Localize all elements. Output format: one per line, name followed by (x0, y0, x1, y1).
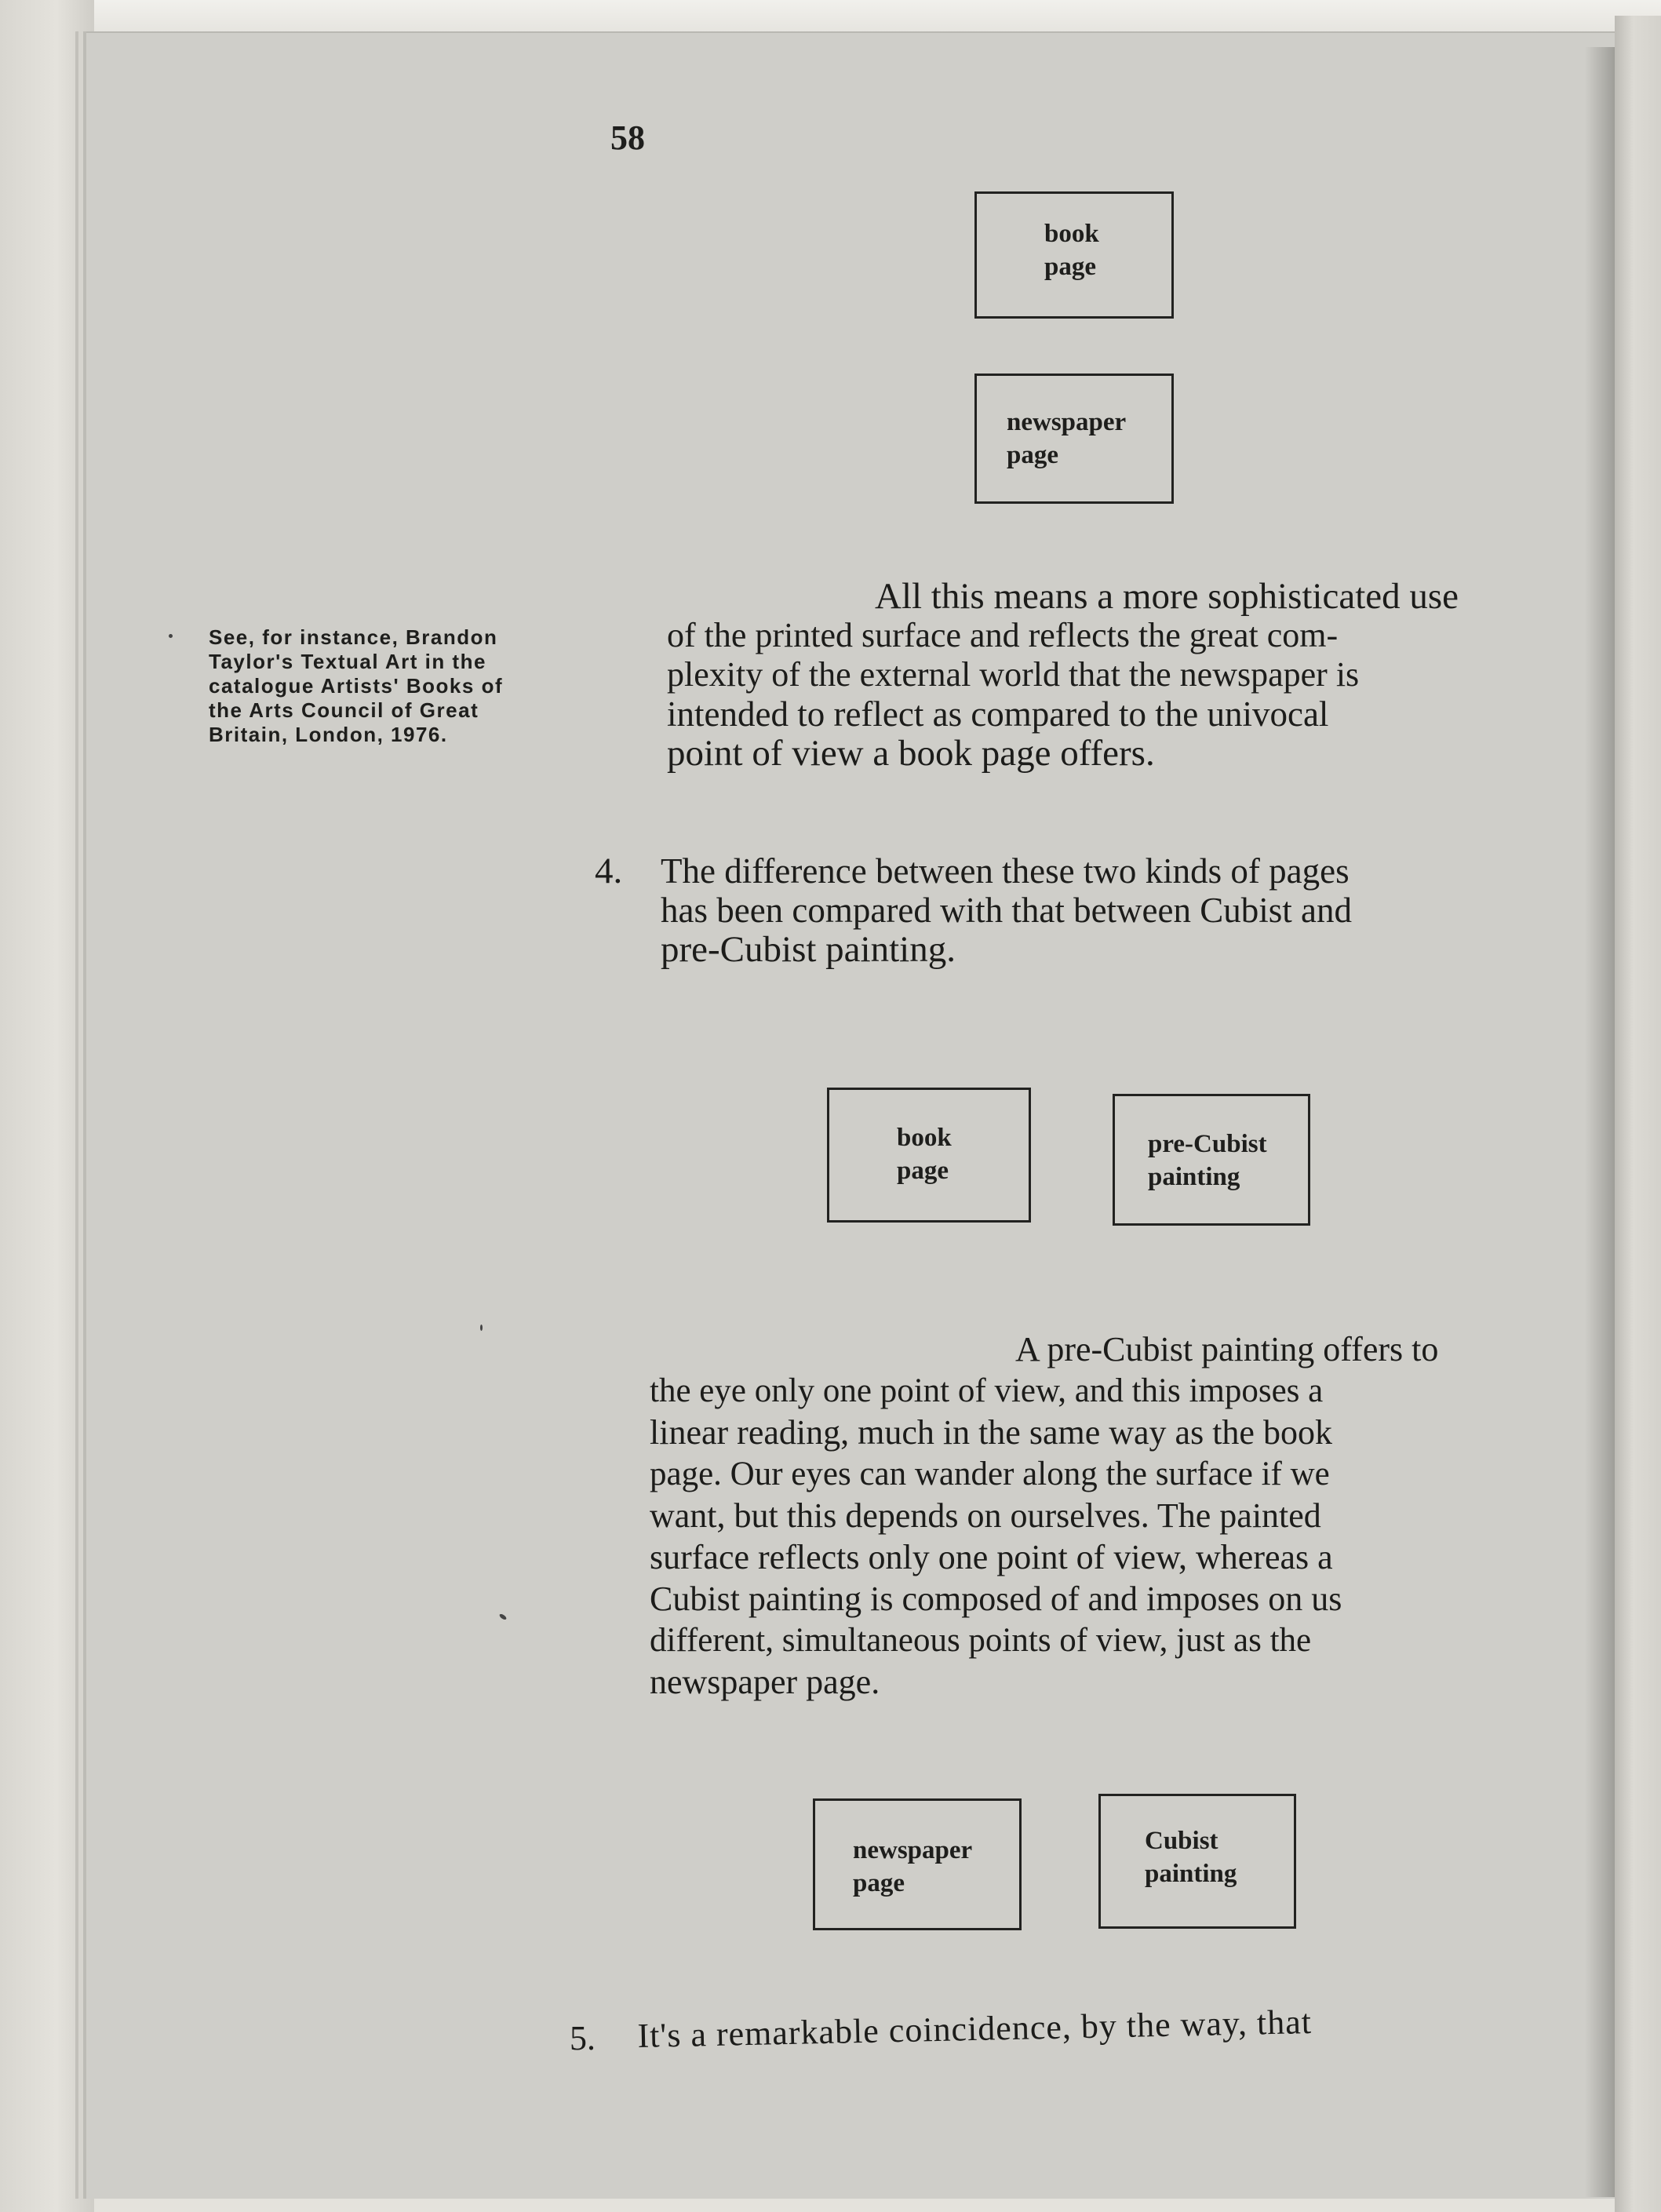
sidenote (209, 625, 570, 747)
page-number: 58 (610, 118, 645, 157)
text-line: the eye only one point of view, and this imposes a (650, 1372, 1324, 1409)
sidenote-line: catalogue Artists' Books of (209, 674, 504, 698)
sidenote-line: the Arts Council of Great (209, 698, 479, 722)
box-label-line: page (1044, 253, 1096, 281)
text-line: page. Our eyes can wander along the surface if we (650, 1456, 1330, 1492)
text-line: want, but this depends on ourselves. The painted (650, 1496, 1321, 1535)
text-line: has been compared with that between Cubist and (661, 891, 1352, 930)
box-newspaper-page (974, 374, 1174, 504)
box-label-line: newspaper (1007, 408, 1127, 436)
box-label-line: Cubist (1145, 1827, 1218, 1855)
box-label-line: page (1007, 441, 1058, 469)
box-book-page (827, 1088, 1031, 1223)
box-label-line: page (853, 1869, 905, 1897)
book-gutter (1585, 47, 1616, 2197)
page-stack-edge (0, 0, 94, 2212)
box-label-line: book (897, 1124, 952, 1152)
text-line: different, simultaneous points of view, just as the (650, 1622, 1312, 1659)
text-line: point of view a book page offers. (667, 733, 1155, 774)
text-line: intended to reflect as compared to the univocal (667, 694, 1329, 734)
sidenote-line: See, for instance, Brandon (209, 625, 498, 649)
item-4-text (661, 851, 1516, 969)
margin-dot (169, 634, 173, 638)
item-number: 4. (595, 851, 623, 891)
box-label-line: book (1044, 220, 1099, 248)
paragraph-2 (650, 1328, 1513, 1703)
text-line: pre-Cubist painting. (661, 929, 956, 970)
text-line: plexity of the external world that the newspaper is (667, 655, 1360, 694)
paragraph-1 (667, 577, 1514, 773)
sidenote-line: Britain, London, 1976. (209, 723, 448, 746)
text-line: linear reading, much in the same way as the book (650, 1413, 1332, 1452)
item-number: 5. (570, 2019, 596, 2057)
text-line: newspaper page. (650, 1663, 880, 1701)
box-book-page (974, 191, 1174, 319)
box-pre-cubist-painting (1113, 1094, 1310, 1226)
box-newspaper-page (813, 1798, 1022, 1930)
box-cubist-painting (1098, 1794, 1296, 1929)
box-label-line: painting (1148, 1163, 1240, 1191)
box-label-line: pre-Cubist (1148, 1130, 1267, 1158)
right-page-edge (1615, 16, 1661, 2212)
text-line: All this means a more sophisticated use (875, 576, 1459, 617)
text-line: It's a remarkable coincidence, by the way, that (637, 2002, 1313, 2055)
text-line: The difference between these two kinds of pages (661, 851, 1350, 891)
text-line: surface reflects only one point of view, whereas a (650, 1538, 1333, 1576)
text-line: of the printed surface and reflects the great com- (667, 616, 1339, 654)
sidenote-line: Taylor's Textual Art in the (209, 650, 486, 673)
text-line: Cubist painting is composed of and imposes on us (650, 1580, 1342, 1618)
margin-mark (480, 1325, 483, 1331)
box-label-line: newspaper (853, 1836, 973, 1864)
box-label-line: page (897, 1157, 949, 1185)
box-label-line: painting (1145, 1860, 1237, 1888)
text-line: A pre-Cubist painting offers to (1015, 1330, 1439, 1368)
